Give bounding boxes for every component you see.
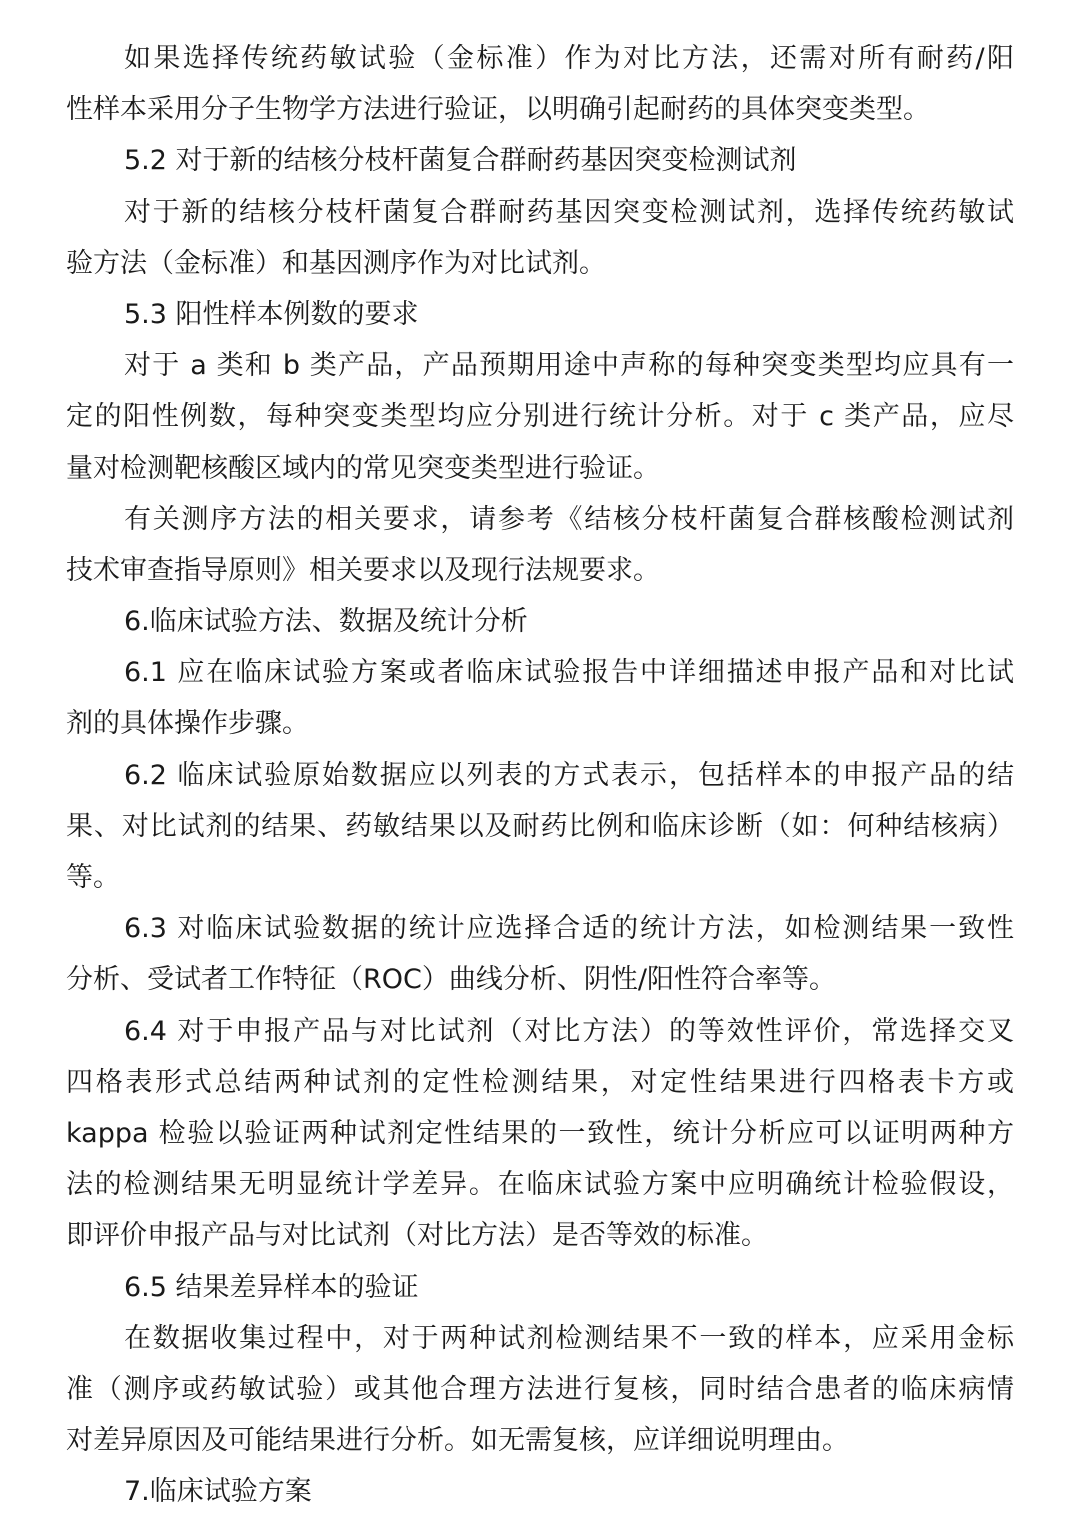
text-line: 技术审查指导原则》相关要求以及现行法规要求。 — [66, 554, 660, 586]
text-line: 5.2 对于新的结核分枝杆菌复合群耐药基因突变检测试剂 — [124, 145, 797, 177]
text-line: 性样本采用分子生物学方法进行验证，以明确引起耐药的具体突变类型。 — [66, 94, 930, 126]
text-line: 对差异原因及可能结果进行分析。如无需复核，应详细说明理由。 — [66, 1425, 849, 1457]
text-line: 6.3 对临床试验数据的统计应选择合适的统计方法，如检测结果一致性 — [124, 913, 1014, 945]
text-line: 5.3 阳性样本例数的要求 — [124, 298, 419, 330]
text-line: 6.2 临床试验原始数据应以列表的方式表示，包括样本的申报产品的结 — [124, 759, 1014, 791]
text-line: 对于新的结核分枝杆菌复合群耐药基因突变检测试剂，选择传统药敏试 — [124, 196, 1014, 228]
text-line: 在数据收集过程中，对于两种试剂检测结果不一致的样本，应采用金标 — [124, 1322, 1014, 1354]
text-line: 如果选择传统药敏试验（金标准）作为对比方法，还需对所有耐药/阳 — [124, 43, 1014, 74]
text-line: 法的检测结果无明显统计学差异。在临床试验方案中应明确统计检验假设， — [66, 1169, 1014, 1201]
text-line: 6.4 对于申报产品与对比试剂（对比方法）的等效性评价，常选择交叉 — [124, 1015, 1014, 1047]
text-line: 定的阳性例数，每种突变类型均应分别进行统计分析。对于 c 类产品，应尽 — [66, 401, 1014, 433]
text-line: 剂的具体操作步骤。 — [66, 708, 309, 740]
text-line: 等。 — [66, 862, 120, 893]
text-line: 对于 a 类和 b 类产品，产品预期用途中声称的每种突变类型均应具有一 — [124, 350, 1014, 382]
text-line: 分析、受试者工作特征（ROC）曲线分析、阴性/阳性符合率等。 — [66, 964, 836, 996]
text-line: 6.临床试验方法、数据及统计分析 — [124, 606, 528, 638]
text-line: 即评价申报产品与对比试剂（对比方法）是否等效的标准。 — [66, 1220, 768, 1252]
text-line: 量对检测靶核酸区域内的常见突变类型进行验证。 — [66, 452, 660, 484]
text-line: 准（测序或药敏试验）或其他合理方法进行复核，同时结合患者的临床病情 — [66, 1373, 1014, 1405]
text-line: 有关测序方法的相关要求，请参考《结核分枝杆菌复合群核酸检测试剂 — [124, 503, 1014, 535]
text-line: 果、对比试剂的结果、药敏结果以及耐药比例和临床诊断（如：何种结核病） — [66, 810, 1014, 842]
text-line: 四格表形式总结两种试剂的定性检测结果，对定性结果进行四格表卡方或 — [66, 1066, 1014, 1098]
text-line: 7.临床试验方案 — [124, 1476, 312, 1508]
text-line: 6.5 结果差异样本的验证 — [124, 1271, 419, 1303]
text-line: kappa 检验以验证两种试剂定性结果的一致性，统计分析应可以证明两种方 — [66, 1117, 1014, 1149]
text-line: 验方法（金标准）和基因测序作为对比试剂。 — [66, 247, 606, 279]
text-line: 6.1 应在临床试验方案或者临床试验报告中详细描述申报产品和对比试 — [124, 657, 1014, 689]
